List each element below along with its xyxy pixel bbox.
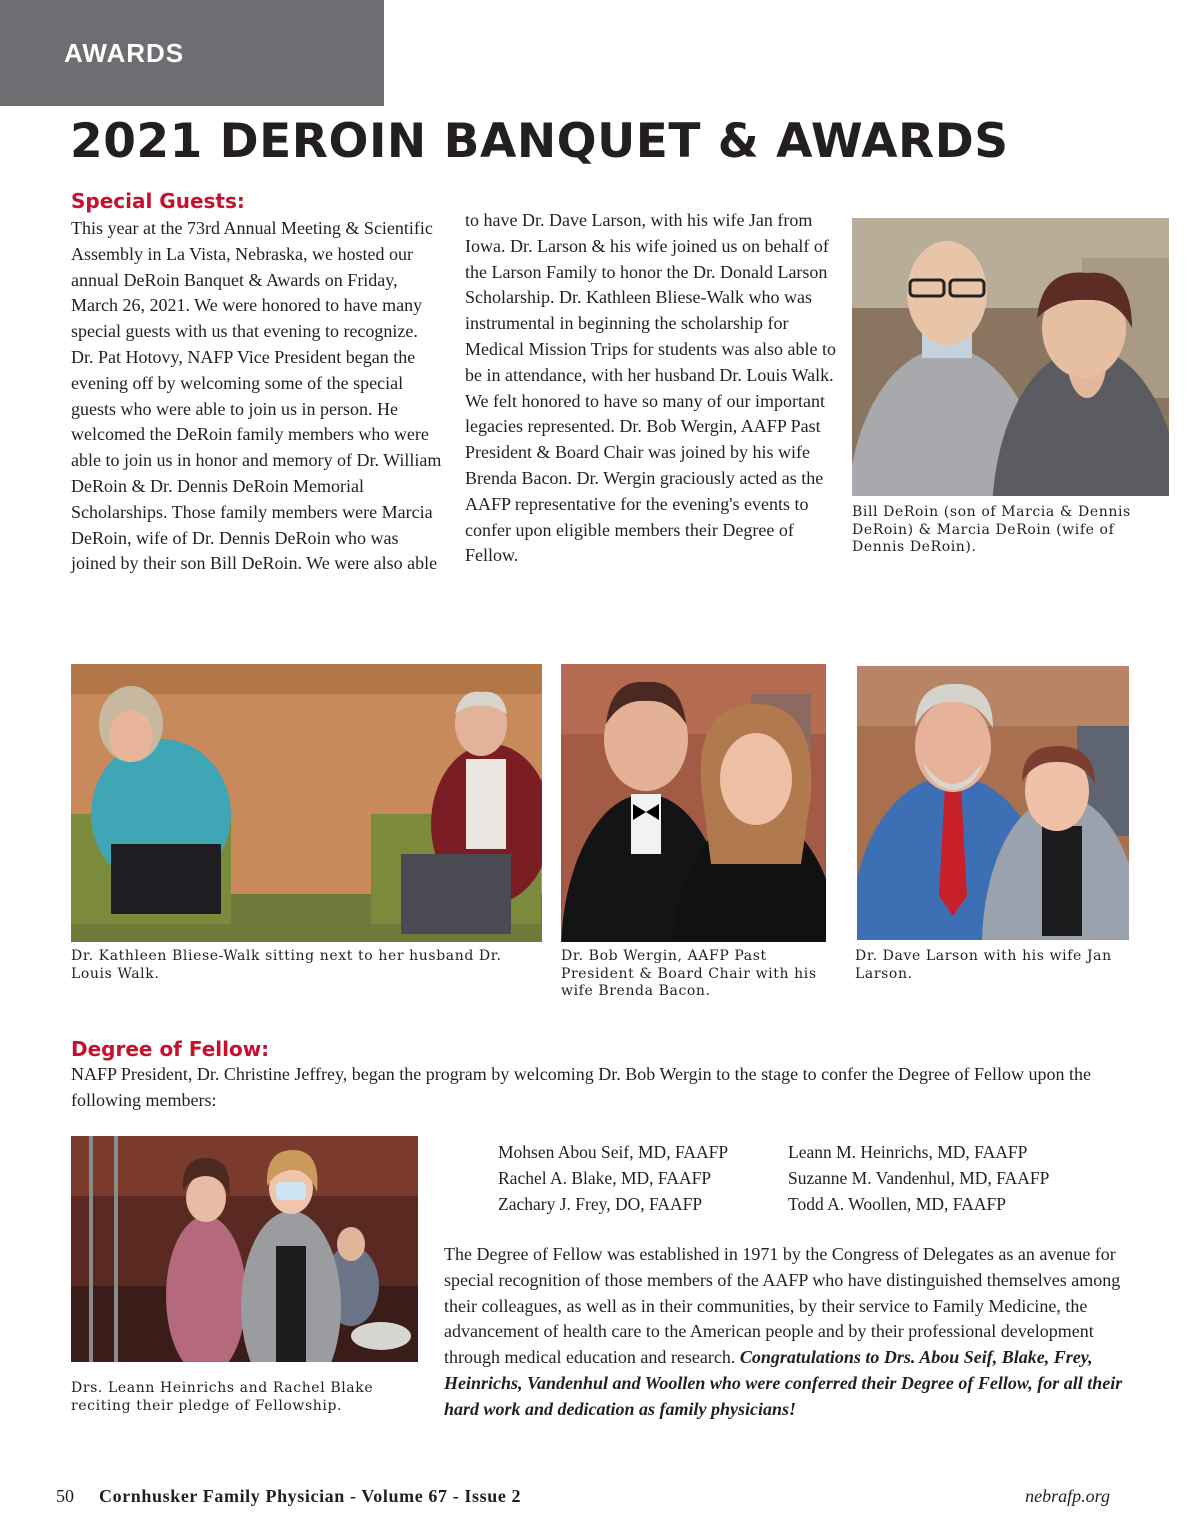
special-guests-heading: Special Guests: bbox=[71, 189, 245, 213]
fellow-name: Rachel A. Blake, MD, FAAFP bbox=[498, 1168, 712, 1188]
special-guests-text-col1: This year at the 73rd Annual Meeting & Scientific Assembly in La Vista, Nebraska, we hosted our annual DeRoin Banquet & Awards on Friday, March 26, 2021. We were honored to have many special guests with us that evening to recognize. Dr. Pat Hotovy, NAFP Vice President began the evening off by welcoming some of the special guests who were able to join us in person. He welcomed the DeRoin family members who were able to join us in honor and memory of Dr. William DeRoin & Dr. Dennis DeRoin Memorial Scholarships. Those family members were Marcia DeRoin, wife of Dr. Dennis DeRoin who was joined by their son Bill DeRoin. We were also able bbox=[71, 218, 442, 574]
website-url: nebrafp.org bbox=[1025, 1486, 1110, 1506]
page-number: 50 bbox=[56, 1486, 74, 1506]
larson-photo-caption: Dr. Dave Larson with his wife Jan Larson. bbox=[855, 948, 1112, 982]
section-label: AWARDS bbox=[64, 38, 185, 68]
page-footer bbox=[56, 1486, 521, 1507]
walk-photo bbox=[71, 664, 542, 942]
page-title: 2021 DEROIN BANQUET & AWARDS bbox=[70, 114, 1009, 169]
pledge-photo-caption: Drs. Leann Heinrichs and Rachel Blake reciting their pledge of Fellowship. bbox=[71, 1380, 374, 1414]
degree-of-fellow-description bbox=[444, 1242, 1134, 1423]
pledge-photo bbox=[71, 1136, 418, 1362]
special-guests-text-col2: to have Dr. Dave Larson, with his wife Jan from Iowa. Dr. Larson & his wife joined us on behalf of the Larson Family to honor the Dr. Donald Larson Scholarship. Dr. Kathleen Bliese-Walk who was instrumental in beginning the scholarship for Medical Mission Trips for students was also able to be in attendance, with her husband Dr. Louis Walk. We felt honored to have so many of our important legacies represented. Dr. Bob Wergin, AAFP Past President & Board Chair was joined by his wife Brenda Bacon. Dr. Wergin graciously acted as the AAFP representative for the evening's events to confer upon eligible members their Degree of Fellow. bbox=[465, 210, 836, 566]
section-tab bbox=[0, 0, 384, 106]
deroin-photo bbox=[852, 218, 1169, 496]
congratulations-text: Congratulations to Drs. Abou Seif, Blake, Frey, Heinrichs, Vandenhul and Woollen who were conferred their Degree of Fellow, for all their hard work and dedication as family physicians! bbox=[444, 1347, 1123, 1419]
fellows-list-col1 bbox=[498, 1139, 728, 1217]
fellow-name: Zachary J. Frey, DO, FAAFP bbox=[498, 1194, 703, 1214]
fellow-name: Todd A. Woollen, MD, FAAFP bbox=[788, 1194, 1006, 1214]
fellows-list-col2 bbox=[788, 1139, 1049, 1217]
fellow-name: Mohsen Abou Seif, MD, FAAFP bbox=[498, 1142, 729, 1162]
degree-of-fellow-intro: NAFP President, Dr. Christine Jeffrey, began the program by welcoming Dr. Bob Wergin to the stage to confer the Degree of Fellow upon the following members: bbox=[71, 1064, 1092, 1110]
walk-photo-caption: Dr. Kathleen Bliese-Walk sitting next to her husband Dr. Louis Walk. bbox=[71, 948, 502, 982]
wergin-photo bbox=[561, 664, 826, 942]
wergin-photo-caption: Dr. Bob Wergin, AAFP Past President & Board Chair with his wife Brenda Bacon. bbox=[561, 948, 817, 999]
larson-photo bbox=[857, 666, 1129, 940]
degree-description-text: The Degree of Fellow was established in 1971 by the Congress of Delegates as an avenue for special recognition of those members of the AAFP who have distinguished themselves among their colleagues, as well as in their communities, by their service to Family Medicine, the advancement of health care to the American people and by their professional development through medical education and research. bbox=[444, 1244, 1121, 1368]
degree-of-fellow-heading: Degree of Fellow: bbox=[71, 1037, 270, 1061]
deroin-photo-caption: Bill DeRoin (son of Marcia & Dennis DeRoin) & Marcia DeRoin (wife of Dennis DeRoin). bbox=[852, 504, 1131, 555]
publication-name: Cornhusker Family Physician - Volume 67 - Issue 2 bbox=[99, 1486, 522, 1506]
fellow-name: Leann M. Heinrichs, MD, FAAFP bbox=[788, 1142, 1028, 1162]
fellow-name: Suzanne M. Vandenhul, MD, FAAFP bbox=[788, 1168, 1050, 1188]
